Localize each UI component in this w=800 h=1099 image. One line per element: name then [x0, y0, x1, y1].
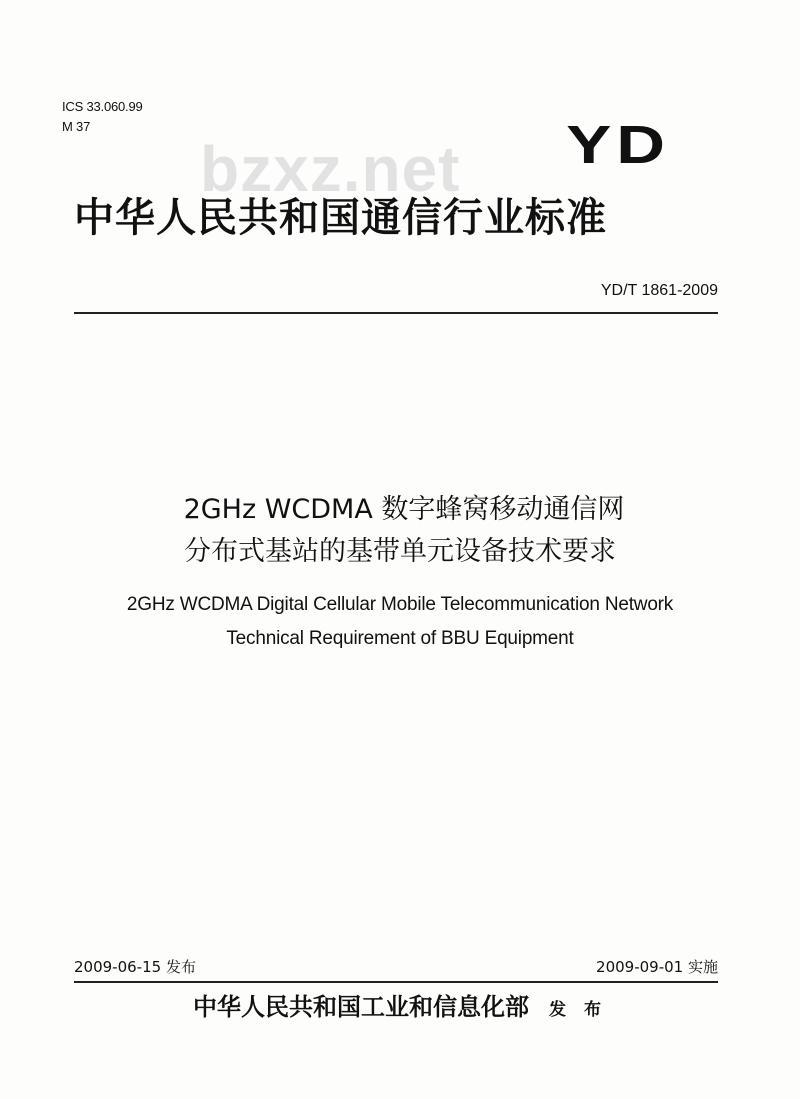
- publisher-name: 中华人民共和国工业和信息化部: [193, 992, 530, 1021]
- publisher: [0, 990, 800, 1027]
- english-title-line-1: 2GHz WCDMA Digital Cellular Mobile Telecommunication Network: [126, 594, 674, 615]
- standard-number: YD/T 1861-2009: [600, 282, 718, 299]
- yd-logo: YD: [566, 115, 670, 175]
- english-title-line-2: Technical Requirement of BBU Equipment: [226, 628, 574, 649]
- issue-date: 2009-06-15 发布: [74, 958, 196, 976]
- implementation-date: 2009-09-01 实施: [596, 958, 718, 976]
- classification-codes: [62, 97, 143, 137]
- watermark: bzxz.net: [200, 133, 461, 205]
- footer-divider: [74, 981, 718, 983]
- publisher-suffix: 发 布: [549, 1000, 607, 1020]
- chinese-title-line-1: 2GHz WCDMA 数字蜂窝移动通信网: [183, 494, 625, 525]
- chinese-title-line-2: 分布式基站的基带单元设备技术要求: [184, 536, 616, 567]
- ics-code: ICS 33.060.99: [62, 99, 143, 114]
- category-code: M 37: [62, 119, 91, 134]
- header-divider: [74, 312, 718, 314]
- issuing-body-title: 中华人民共和国通信行业标准: [74, 195, 607, 241]
